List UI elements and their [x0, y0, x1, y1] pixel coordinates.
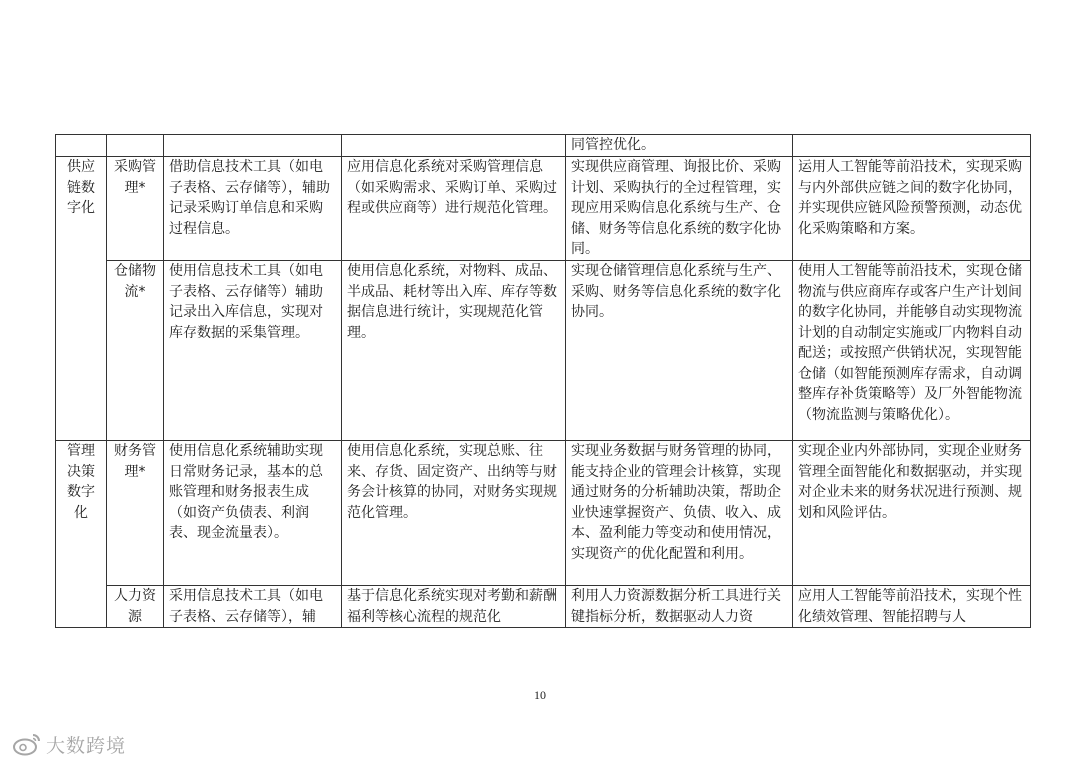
level3-cell: 实现业务数据与财务管理的协同，能支持企业的管理会计核算，实现通过财务的分析辅助决策，帮助企业快速掌握资产、负债、收入、成本、盈利能力等变动和使用情况，实现资产的优化配置和利用。	[566, 441, 793, 586]
level2-cell	[342, 135, 566, 157]
level3-cell	[566, 135, 793, 157]
sub-cell: 人力资源	[107, 586, 164, 628]
category-cell	[56, 135, 107, 157]
sub-cell: 仓储物流*	[107, 261, 164, 441]
table-row	[56, 135, 1031, 157]
level2-cell: 使用信息化系统，实现总账、往来、存货、固定资产、出纳等与财务会计核算的协同，对财务实现规范化管理。	[342, 441, 566, 586]
level1-cell	[164, 135, 342, 157]
maturity-table	[55, 134, 1031, 628]
table-row	[56, 586, 1031, 628]
sub-cell	[107, 135, 164, 157]
table-row	[56, 261, 1031, 441]
watermark-text: 大数跨境	[46, 734, 127, 757]
level4-cell: 实现企业内外部协同，实现企业财务管理全面智能化和数据驱动，并实现对企业未来的财务状况进行预测、规划和风险评估。	[793, 441, 1031, 586]
table-row	[56, 441, 1031, 586]
level2-cell: 基于信息化系统实现对考勤和薪酬福利等核心流程的规范化	[342, 586, 566, 628]
level4-cell: 使用人工智能等前沿技术，实现仓储物流与供应商库存或客户生产计划间的数字化协同，并能够自动实现物流计划的自动制定实施或厂内物料自动配送；或按照产供销状况，实现智能仓储（如智能预测库存需求，自动调整库存补货策略等）及厂外智能物流（物流监测与策略优化）。	[793, 261, 1031, 441]
level3-cell: 实现供应商管理、询报比价、采购计划、采购执行的全过程管理，实现应用采购信息化系统与生产、仓储、财务等信息化系统的数字化协同。	[566, 157, 793, 261]
level4-cell: 运用人工智能等前沿技术，实现采购与内外部供应链之间的数字化协同，并实现供应链风险预警预测，动态优化采购策略和方案。	[793, 157, 1031, 261]
weibo-logo-icon	[12, 732, 42, 756]
level1-cell: 使用信息技术工具（如电子表格、云存储等）辅助记录出入库信息，实现对库存数据的采集管理。	[164, 261, 342, 441]
watermark	[12, 730, 126, 758]
level4-cell: 应用人工智能等前沿技术，实现个性化绩效管理、智能招聘与人	[793, 586, 1031, 628]
level3-cell: 实现仓储管理信息化系统与生产、采购、财务等信息化系统的数字化协同。	[566, 261, 793, 441]
category-cell: 供应链数字化	[56, 157, 107, 441]
level2-cell: 使用信息化系统，对物料、成品、半成品、耗材等出入库、库存等数据信息进行统计，实现规范化管理。	[342, 261, 566, 441]
category-cell: 管理决策数字化	[56, 441, 107, 628]
level1-cell: 采用信息技术工具（如电子表格、云存储等），辅	[164, 586, 342, 628]
sub-cell: 采购管理*	[107, 157, 164, 261]
cell-text: 同管控优化。	[571, 137, 655, 153]
level1-cell: 使用信息化系统辅助实现日常财务记录，基本的总账管理和财务报表生成（如资产负债表、利润表、现金流量表）。	[164, 441, 342, 586]
level4-cell	[793, 135, 1031, 157]
sub-cell: 财务管理*	[107, 441, 164, 586]
level3-cell: 利用人力资源数据分析工具进行关键指标分析，数据驱动人力资	[566, 586, 793, 628]
table-row	[56, 157, 1031, 261]
level1-cell: 借助信息技术工具（如电子表格、云存储等），辅助记录采购订单信息和采购过程信息。	[164, 157, 342, 261]
page-number: 10	[534, 688, 546, 702]
level2-cell: 应用信息化系统对采购管理信息（如采购需求、采购订单、采购过程或供应商等）进行规范化管理。	[342, 157, 566, 261]
